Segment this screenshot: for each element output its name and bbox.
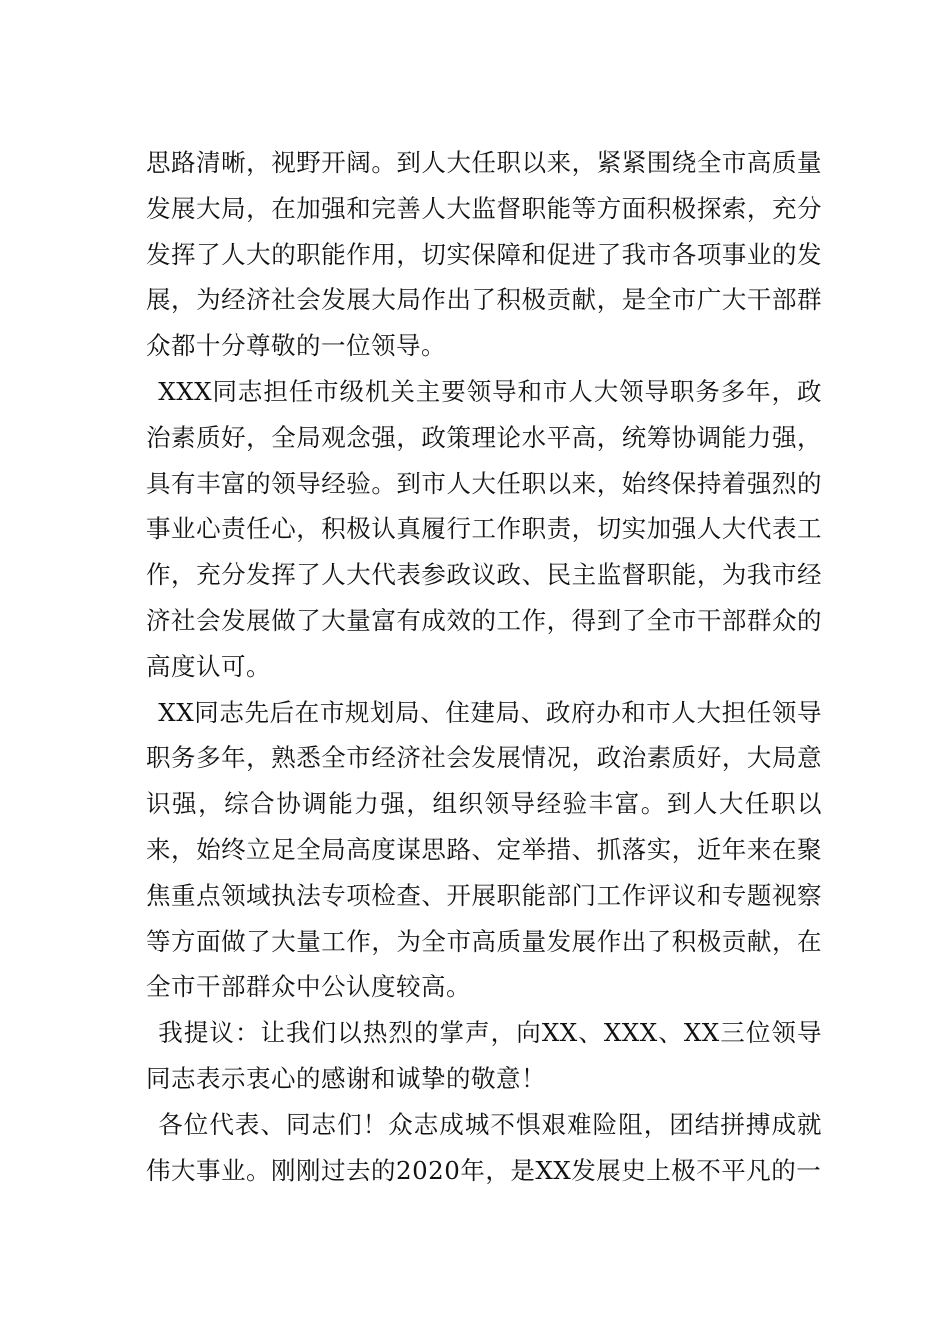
paragraph-1-continuation: 思路清晰，视野开阔。到人大任职以来，紧紧围绕全市高质量发展大局，在加强和完善人大监督职能等方面积极探索，充分发挥了人大的职能作用，切实保障和促进了我市各项事业的发展，为经济社会发展大局作出了积极贡献，是全市广大干部群众都十分尊敬的一位领导。	[146, 148, 822, 361]
paragraph-3-xx: XX同志先后在市规划局、住建局、政府办和市人大担任领导职务多年，熟悉全市经济社会发展情况，政治素质好，大局意识强，综合协调能力强，组织领导经验丰富。到人大任职以来，始终立足全局高度谋思路、定举措、抓落实，近年来在聚焦重点领域执法专项检查、开展职能部门工作评议和专题视察等方面做了大量工作，为全市高质量发展作出了积极贡献，在全市干部群众中公认度较高。	[146, 697, 822, 1002]
paragraph-2-xxx: XXX同志担任市级机关主要领导和市人大领导职务多年，政治素质好，全局观念强，政策理论水平高，统筹协调能力强，具有丰富的领导经验。到市人大任职以来，始终保持着强烈的事业心责任心，积极认真履行工作职责，切实加强人大代表工作，充分发挥了人大代表参政议政、民主监督职能，为我市经济社会发展做了大量富有成效的工作，得到了全市干部群众的高度认可。	[146, 376, 822, 681]
paragraph-5-address: 各位代表、同志们！众志成城不惧艰难险阻，团结拼搏成就伟大事业。刚刚过去的2020年，是XX发展史上极不平凡的一	[146, 1109, 822, 1185]
document-body	[146, 140, 822, 1193]
paragraph-4-proposal: 我提议：让我们以热烈的掌声，向XX、XXX、XX三位领导同志表示衷心的感谢和诚挚的敬意！	[146, 1018, 822, 1093]
